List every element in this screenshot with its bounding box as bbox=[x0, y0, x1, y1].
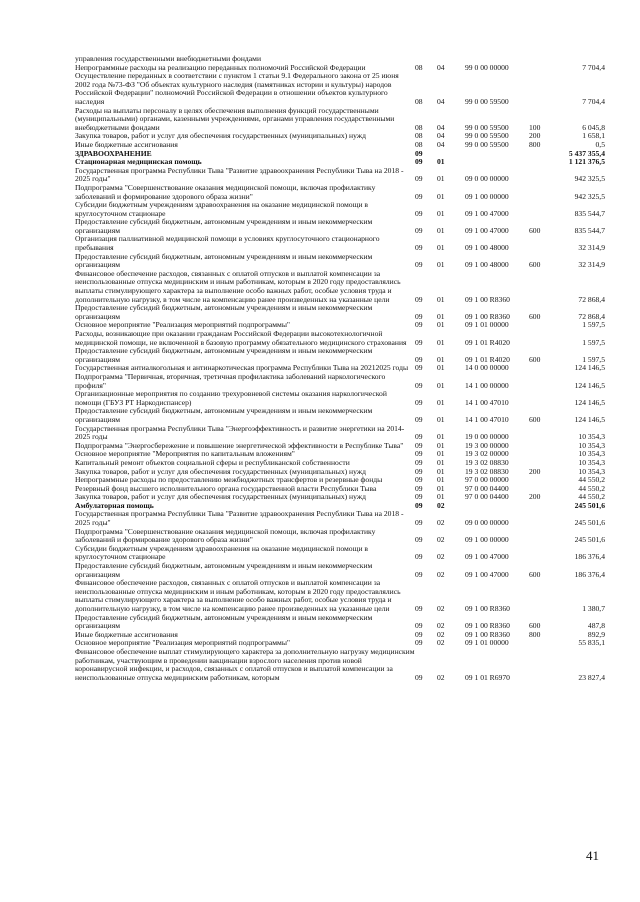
row-section-code: 09 bbox=[415, 629, 423, 639]
row-subsection-code: 02 bbox=[437, 629, 445, 639]
row-name: Организация паллиативной медицинской помощи в условиях круглосуточного стационарного пребывания bbox=[75, 234, 380, 253]
row-name: Финансовое обеспечение расходов, связанных с оплатой отпусков и выплатой компенсации за неиспользованные отпуска медицинским и иным работникам, которым в 2020 году предоставлялись выплаты стимулирующего характера за выполнение особо важных работ, особые условия труда и дополнительную нагрузку, в том числе на компенсацию ранее произведенных на указанные цели bbox=[75, 268, 401, 304]
table-row bbox=[75, 347, 605, 364]
row-amount: 1 658,1 bbox=[582, 131, 605, 141]
row-name: Предоставление субсидий бюджетным, автономным учреждениям и иным некоммерческим организациям bbox=[75, 612, 373, 631]
row-section-code: 09 bbox=[415, 475, 423, 485]
row-subsection-code: 04 bbox=[437, 62, 445, 72]
row-target-article: 97 0 00 04400 bbox=[465, 492, 509, 502]
row-section-code: 09 bbox=[415, 432, 423, 442]
table-row bbox=[75, 493, 605, 502]
row-amount: 10 354,3 bbox=[578, 440, 605, 450]
row-subsection-code: 01 bbox=[437, 191, 445, 201]
row-target-article: 97 0 00 00000 bbox=[465, 475, 509, 485]
row-target-article: 09 1 00 47000 bbox=[465, 552, 509, 562]
row-section-code: 09 bbox=[415, 225, 423, 235]
row-section-code: 09 bbox=[415, 466, 423, 476]
row-target-article: 09 1 01 R4020 bbox=[465, 337, 510, 347]
row-expense-type bbox=[529, 648, 551, 682]
row-expense-type bbox=[529, 442, 551, 451]
row-section-code: 09 bbox=[415, 311, 423, 321]
row-subsection-code: 01 bbox=[437, 294, 445, 304]
row-amount: 0,5 bbox=[595, 139, 605, 149]
row-section-code: 09 bbox=[415, 354, 423, 364]
table-row bbox=[75, 330, 605, 347]
row-subsection-code: 02 bbox=[437, 638, 445, 648]
row-target-article: 09 1 00 47000 bbox=[465, 225, 509, 235]
row-subsection-code: 01 bbox=[437, 457, 445, 467]
row-section-code: 09 bbox=[415, 380, 423, 390]
row-subsection-code: 02 bbox=[437, 500, 445, 510]
row-name: Государственная антиалкогольная и антинаркотическая программа Республики Тыва на 20212025 годы bbox=[75, 363, 409, 373]
row-target-article bbox=[465, 502, 529, 511]
row-section-code: 09 bbox=[415, 337, 423, 347]
row-target-article: 09 1 00 48000 bbox=[465, 260, 509, 270]
row-amount: 124 146,5 bbox=[574, 363, 605, 373]
row-amount: 124 146,5 bbox=[574, 414, 605, 424]
row-name: Непрограммные расходы на реализацию переданных полномочий Российской Федерации bbox=[75, 62, 366, 72]
row-section-code: 09 bbox=[415, 604, 423, 613]
row-subsection-code: 02 bbox=[437, 535, 445, 545]
row-expense-type: 100 bbox=[529, 122, 541, 132]
row-expense-type: 200 bbox=[529, 131, 541, 141]
row-target-article: 99 0 00 00000 bbox=[465, 62, 509, 72]
row-subsection-code: 04 bbox=[437, 96, 445, 106]
row-expense-type bbox=[529, 55, 551, 64]
row-expense-type bbox=[529, 545, 551, 562]
row-name: Иные бюджетные ассигнования bbox=[75, 629, 178, 639]
row-amount: 44 550,2 bbox=[578, 483, 605, 493]
row-target-article: 19 3 02 08830 bbox=[465, 466, 509, 476]
row-amount: 892,9 bbox=[587, 629, 605, 639]
row-amount: 1 597,5 bbox=[582, 354, 605, 364]
row-amount: 186 376,4 bbox=[574, 569, 605, 579]
row-subsection-code: 01 bbox=[437, 208, 445, 218]
table-row bbox=[75, 579, 605, 613]
row-amount: 72 868,4 bbox=[578, 311, 605, 321]
row-amount: 44 550,2 bbox=[578, 475, 605, 485]
row-subsection-code: 02 bbox=[437, 518, 445, 528]
row-target-article: 09 1 01 R4020 bbox=[465, 354, 510, 364]
row-target-article: 14 0 00 00000 bbox=[465, 363, 509, 373]
row-amount: 1 597,5 bbox=[582, 337, 605, 347]
row-name: Основное мероприятие "Реализация мероприятий подпрограммы" bbox=[75, 638, 291, 648]
row-name: Закупка товаров, работ и услуг для обеспечения государственных (муниципальных) нужд bbox=[75, 131, 366, 141]
row-name: Предоставление субсидий бюджетным, автономным учреждениям и иным некоммерческим организациям bbox=[75, 406, 373, 424]
row-name: Подпрограмма "Совершенствование оказания медицинской помощи, включая профилактику заболеваний и формирование здорового образа жизни" bbox=[75, 526, 376, 545]
row-amount: 835 544,7 bbox=[574, 225, 605, 235]
row-section-code: 09 bbox=[415, 483, 423, 493]
row-expense-type: 600 bbox=[529, 225, 541, 235]
row-section-code: 08 bbox=[415, 122, 423, 132]
row-amount: 55 835,1 bbox=[578, 638, 605, 648]
row-target-article: 09 1 00 00000 bbox=[465, 535, 509, 545]
row-expense-type bbox=[529, 425, 551, 442]
row-name: Закупка товаров, работ и услуг для обеспечения государственных (муниципальных) нужд bbox=[75, 492, 366, 502]
row-section-code: 09 bbox=[415, 518, 423, 528]
row-section-code: 08 bbox=[415, 139, 423, 149]
row-subsection-code: 01 bbox=[437, 157, 445, 167]
row-amount: 32 314,9 bbox=[578, 243, 605, 253]
row-subsection-code: 01 bbox=[437, 397, 445, 407]
row-expense-type bbox=[529, 150, 551, 159]
row-name: Предоставление субсидий бюджетным, автономным учреждениям и иным некоммерческим организациям bbox=[75, 217, 373, 235]
table-row bbox=[75, 425, 605, 442]
row-section-code: 09 bbox=[415, 397, 423, 407]
row-subsection-code: 01 bbox=[437, 475, 445, 485]
row-name: Предоставление субсидий бюджетным, автономным учреждениям и иным некоммерческим организациям bbox=[75, 251, 373, 270]
row-name: Резервный фонд высшего исполнительного органа государственной власти Республики Тыва bbox=[75, 483, 377, 493]
row-subsection-code: 01 bbox=[437, 354, 445, 364]
row-target-article: 99 0 00 59500 bbox=[465, 131, 509, 141]
row-expense-type bbox=[529, 390, 551, 407]
row-amount: 7 704,4 bbox=[582, 62, 605, 72]
row-subsection-code: 02 bbox=[437, 672, 445, 682]
row-section-code: 09 bbox=[415, 457, 423, 467]
row-section-code: 09 bbox=[415, 535, 423, 545]
row-subsection-code: 01 bbox=[437, 466, 445, 476]
row-amount: 6 045,8 bbox=[582, 122, 605, 132]
row-target-article: 14 1 00 00000 bbox=[465, 380, 509, 390]
row-expense-type bbox=[529, 510, 551, 527]
row-amount: 1 597,5 bbox=[582, 320, 605, 330]
row-expense-type: 600 bbox=[529, 414, 541, 424]
row-expense-type bbox=[529, 373, 551, 390]
row-name: Финансовое обеспечение расходов, связанных с оплатой отпусков и выплатой компенсации за неиспользованные отпуска медицинским и иным работникам, которым в 2020 году предоставлялись выплаты стимулирующего характера за выполнение особо важных работ, особые условия труда и дополнительную нагрузку, в том числе на компенсацию ранее произведенных на указанные цели bbox=[75, 578, 401, 613]
row-subsection-code: 02 bbox=[437, 604, 445, 613]
row-amount: 10 354,3 bbox=[578, 449, 605, 459]
row-subsection-code: 01 bbox=[437, 483, 445, 493]
row-section-code: 09 bbox=[415, 157, 423, 167]
row-section-code: 08 bbox=[415, 96, 423, 106]
row-target-article: 09 1 01 00000 bbox=[465, 638, 509, 648]
row-name: Осуществление переданных в соответствии с пунктом 1 статьи 9.1 Федерального закона от 25 июня 2002 года №73-ФЗ "Об объектах культурного наследия (памятниках истории и культуры) народов Российской Федерации" полномочий Российской Федерации в отношении объектов культурного наследия bbox=[75, 71, 399, 106]
row-subsection-code: 01 bbox=[437, 363, 445, 373]
row-amount: 10 354,3 bbox=[578, 457, 605, 467]
row-expense-type bbox=[529, 639, 551, 648]
row-target-article: 97 0 00 04400 bbox=[465, 483, 509, 493]
row-section-code: 09 bbox=[415, 191, 423, 201]
row-subsection-code: 01 bbox=[437, 440, 445, 450]
row-subsection-code: 02 bbox=[437, 569, 445, 579]
row-expense-type bbox=[529, 330, 551, 347]
row-section-code: 09 bbox=[415, 320, 423, 330]
table-row bbox=[75, 562, 605, 579]
row-section-code: 09 bbox=[415, 638, 423, 648]
row-name: управления государственными внебюджетными фондами bbox=[75, 54, 262, 63]
row-expense-type bbox=[529, 235, 551, 252]
row-expense-type: 600 bbox=[529, 354, 541, 364]
row-amount: 835 544,7 bbox=[574, 208, 605, 218]
table-row bbox=[75, 648, 605, 682]
row-amount: 124 146,5 bbox=[574, 397, 605, 407]
row-expense-type: 200 bbox=[529, 466, 541, 476]
row-section-code: 09 bbox=[415, 260, 423, 270]
table-row bbox=[75, 184, 605, 201]
row-target-article: 09 1 01 R6970 bbox=[465, 672, 510, 682]
row-section-code: 09 bbox=[415, 243, 423, 253]
row-section-code: 09 bbox=[415, 621, 423, 631]
row-name: Непрограммные расходы по предоставлению межбюджетных трансфертов и резервные фонды bbox=[75, 475, 383, 485]
budget-table bbox=[75, 55, 605, 682]
row-name: Капитальный ремонт объектов социальной сферы и республиканской собственности bbox=[75, 457, 350, 467]
row-target-article: 14 1 00 47010 bbox=[465, 414, 509, 424]
row-amount: 124 146,5 bbox=[574, 380, 605, 390]
row-section-code: 09 bbox=[415, 552, 423, 562]
row-section-code: 09 bbox=[415, 294, 423, 304]
row-expense-type bbox=[529, 579, 551, 613]
row-subsection-code: 02 bbox=[437, 621, 445, 631]
row-name: Финансовое обеспечение выплат стимулирующего характера за дополнительную нагрузку медицинским работникам, участвующим в проведении вакцинации взрослого населения против новой коронавирусной инфекции, и расходов, связанных с оплатой отпусков и выплатой компенсации за неиспользованные отпуска медицинским работникам, которым bbox=[75, 646, 415, 682]
row-section-code: 09 bbox=[415, 569, 423, 579]
row-section-code: 09 bbox=[415, 363, 423, 373]
table-row bbox=[75, 510, 605, 527]
table-row bbox=[75, 167, 605, 184]
table-row bbox=[75, 407, 605, 424]
row-subsection-code: 04 bbox=[437, 122, 445, 132]
row-subsection-code: 01 bbox=[437, 243, 445, 253]
row-section-code: 08 bbox=[415, 131, 423, 141]
table-row bbox=[75, 218, 605, 235]
row-expense-type bbox=[529, 72, 551, 106]
table-row bbox=[75, 545, 605, 562]
row-subsection-code: 01 bbox=[437, 225, 445, 235]
row-expense-type bbox=[529, 270, 551, 304]
row-target-article: 19 0 00 00000 bbox=[465, 432, 509, 442]
row-amount: 10 354,3 bbox=[578, 466, 605, 476]
row-expense-type bbox=[529, 201, 551, 218]
row-subsection-code: 01 bbox=[437, 432, 445, 442]
row-target-article: 99 0 00 59500 bbox=[465, 96, 509, 106]
row-name: Подпрограмма "Первичная, вторичная, третичная профилактика заболеваний наркологического профиля" bbox=[75, 371, 386, 390]
row-amount: 942 325,5 bbox=[574, 174, 605, 184]
row-target-article: 09 1 00 R8360 bbox=[465, 604, 510, 613]
row-target-article: 09 0 00 00000 bbox=[465, 518, 509, 528]
row-amount: 487,8 bbox=[587, 621, 605, 631]
row-subsection-code: 01 bbox=[437, 380, 445, 390]
row-target-article: 19 3 02 08830 bbox=[465, 457, 509, 467]
row-target-article: 09 0 00 00000 bbox=[465, 174, 509, 184]
row-target-article: 19 3 00 00000 bbox=[465, 440, 509, 450]
row-name: Основное мероприятие "Мероприятия по капитальным вложениям" bbox=[75, 449, 295, 459]
row-expense-type: 600 bbox=[529, 311, 541, 321]
table-row bbox=[75, 270, 605, 304]
row-section-code: 09 bbox=[415, 492, 423, 502]
table-row bbox=[75, 304, 605, 321]
row-amount: 32 314,9 bbox=[578, 260, 605, 270]
row-name: Иные бюджетные ассигнования bbox=[75, 139, 178, 149]
table-row bbox=[75, 141, 605, 150]
row-name: Подпрограмма "Совершенствование оказания медицинской помощи, включая профилактику заболеваний и формирование здорового образа жизни" bbox=[75, 182, 376, 201]
row-section-code: 09 bbox=[415, 174, 423, 184]
table-row bbox=[75, 235, 605, 252]
row-target-article: 09 1 00 00000 bbox=[465, 191, 509, 201]
row-expense-type: 600 bbox=[529, 569, 541, 579]
row-amount: 5 437 355,4 bbox=[568, 148, 605, 158]
row-expense-type: 600 bbox=[529, 621, 541, 631]
row-name: Государственная программа Республики Тыва "Развитие здравоохранения Республики Тыва на 2018 - 2025 годы" bbox=[75, 509, 404, 528]
row-section-code: 09 bbox=[415, 208, 423, 218]
row-target-article: 99 0 00 59500 bbox=[465, 122, 509, 132]
row-target-article: 19 3 02 00000 bbox=[465, 449, 509, 459]
row-expense-type bbox=[529, 364, 551, 373]
table-row bbox=[75, 390, 605, 407]
row-amount: 7 704,4 bbox=[582, 96, 605, 106]
row-target-article: 09 1 00 R8360 bbox=[465, 621, 510, 631]
table-row bbox=[75, 72, 605, 106]
row-amount: 942 325,5 bbox=[574, 191, 605, 201]
row-expense-type bbox=[529, 321, 551, 330]
row-expense-type bbox=[529, 184, 551, 201]
row-expense-type bbox=[529, 450, 551, 459]
row-amount: 10 354,3 bbox=[578, 432, 605, 442]
table-row bbox=[75, 373, 605, 390]
row-subsection-code: 01 bbox=[437, 320, 445, 330]
row-name: Предоставление субсидий бюджетным, автономным учреждениям и иным некоммерческим организациям bbox=[75, 346, 373, 364]
row-name: Государственная программа Республики Тыва "Энергоэффективность и развитие энергетики на 2014-2025 годы bbox=[75, 423, 405, 442]
row-name: Подпрограмма "Энергосбережение и повышение энергетической эффективности в Республике Тыва" bbox=[75, 440, 404, 450]
row-name: Амбулаторная помощь bbox=[75, 500, 154, 510]
row-subsection-code: 01 bbox=[437, 449, 445, 459]
row-subsection-code: 01 bbox=[437, 337, 445, 347]
row-name: Субсидии бюджетным учреждениям здравоохранения на оказание медицинской помощи в круглосуточном стационаре bbox=[75, 200, 368, 218]
row-name: Стационарная медицинская помощь bbox=[75, 157, 202, 167]
row-target-article: 09 1 00 R8360 bbox=[465, 311, 510, 321]
page-number: 41 bbox=[586, 848, 599, 863]
row-subsection-code: 02 bbox=[437, 552, 445, 562]
row-expense-type bbox=[529, 167, 551, 184]
row-target-article: 09 1 00 47000 bbox=[465, 569, 509, 579]
row-amount: 186 376,4 bbox=[574, 552, 605, 562]
row-expense-type bbox=[529, 502, 551, 511]
budget-table-body bbox=[75, 55, 605, 682]
row-subsection-code: 01 bbox=[437, 174, 445, 184]
table-row bbox=[75, 528, 605, 545]
row-name: Организационные мероприятия по созданию трехуровневой системы оказания наркологической помощи (ГБУЗ РТ Наркодиспансер) bbox=[75, 389, 387, 407]
row-name: Субсидии бюджетным учреждениям здравоохранения на оказание медицинской помощи в круглосуточном стационаре bbox=[75, 543, 368, 562]
row-expense-type bbox=[529, 64, 551, 73]
row-expense-type: 600 bbox=[529, 260, 541, 270]
row-amount: 23 827,4 bbox=[578, 672, 605, 682]
row-amount: 1 121 376,5 bbox=[568, 157, 605, 167]
table-row bbox=[75, 107, 605, 133]
row-target-article: 09 1 00 R8360 bbox=[465, 294, 510, 304]
row-expense-type: 800 bbox=[529, 629, 541, 639]
row-subsection-code: 01 bbox=[437, 311, 445, 321]
row-amount: 245 501,6 bbox=[574, 535, 605, 545]
row-amount: 72 868,4 bbox=[578, 294, 605, 304]
row-expense-type bbox=[529, 528, 551, 545]
row-subsection-code: 04 bbox=[437, 139, 445, 149]
row-name: Государственная программа Республики Тыва "Развитие здравоохранения Республики Тыва на 2018 - 2025 годы" bbox=[75, 165, 404, 184]
row-subsection-code: 04 bbox=[437, 131, 445, 141]
row-name: Расходы, возникающие при оказании гражданам Российской Федерации высокотехнологичной медицинской помощи, не включенной в базовую программу обязательного медицинского страхования bbox=[75, 329, 407, 347]
row-target-article: 09 1 01 00000 bbox=[465, 320, 509, 330]
table-row bbox=[75, 201, 605, 218]
row-section-code: 09 bbox=[415, 414, 423, 424]
row-amount: 245 501,6 bbox=[574, 500, 605, 510]
row-expense-type: 200 bbox=[529, 492, 541, 502]
row-name: Основное мероприятие "Реализация мероприятий подпрограммы" bbox=[75, 320, 291, 330]
row-section-code: 09 bbox=[415, 672, 423, 682]
row-subsection-code: 01 bbox=[437, 414, 445, 424]
row-section-code: 09 bbox=[415, 500, 423, 510]
row-name: Закупка товаров, работ и услуг для обеспечения государственных (муниципальных) нужд bbox=[75, 466, 366, 476]
row-target-article bbox=[465, 150, 529, 159]
row-expense-type: 800 bbox=[529, 139, 541, 149]
row-target-article: 09 1 00 48000 bbox=[465, 243, 509, 253]
row-name: Предоставление субсидий бюджетным, автономным учреждениям и иным некоммерческим организациям bbox=[75, 561, 373, 579]
row-name: Расходы на выплаты персоналу в целях обеспечения выполнения функций государственными (муниципальными) органами, казенными учреждениями, органами управления государственными внебюджетными фондами bbox=[75, 105, 395, 132]
row-expense-type bbox=[529, 158, 551, 167]
row-amount: 1 380,7 bbox=[582, 604, 605, 613]
row-section-code: 09 bbox=[415, 449, 423, 459]
row-subsection-code: 01 bbox=[437, 260, 445, 270]
row-amount: 44 550,2 bbox=[578, 492, 605, 502]
table-row bbox=[75, 253, 605, 270]
row-subsection-code: 01 bbox=[437, 492, 445, 502]
row-target-article: 09 1 00 R8360 bbox=[465, 629, 510, 639]
row-section-code: 09 bbox=[415, 440, 423, 450]
row-section-code: 08 bbox=[415, 62, 423, 72]
table-row bbox=[75, 614, 605, 631]
row-target-article bbox=[465, 158, 529, 167]
row-target-article: 09 1 00 47000 bbox=[465, 208, 509, 218]
row-name: Предоставление субсидий бюджетным, автономным учреждениям и иным некоммерческим организациям bbox=[75, 303, 373, 321]
row-target-article: 14 1 00 47010 bbox=[465, 397, 509, 407]
row-section-code: 09 bbox=[415, 148, 423, 158]
row-target-article: 99 0 00 59500 bbox=[465, 139, 509, 149]
row-expense-type bbox=[529, 476, 551, 485]
row-name: ЗДРАВООХРАНЕНИЕ bbox=[75, 148, 152, 158]
row-amount: 245 501,6 bbox=[574, 518, 605, 528]
